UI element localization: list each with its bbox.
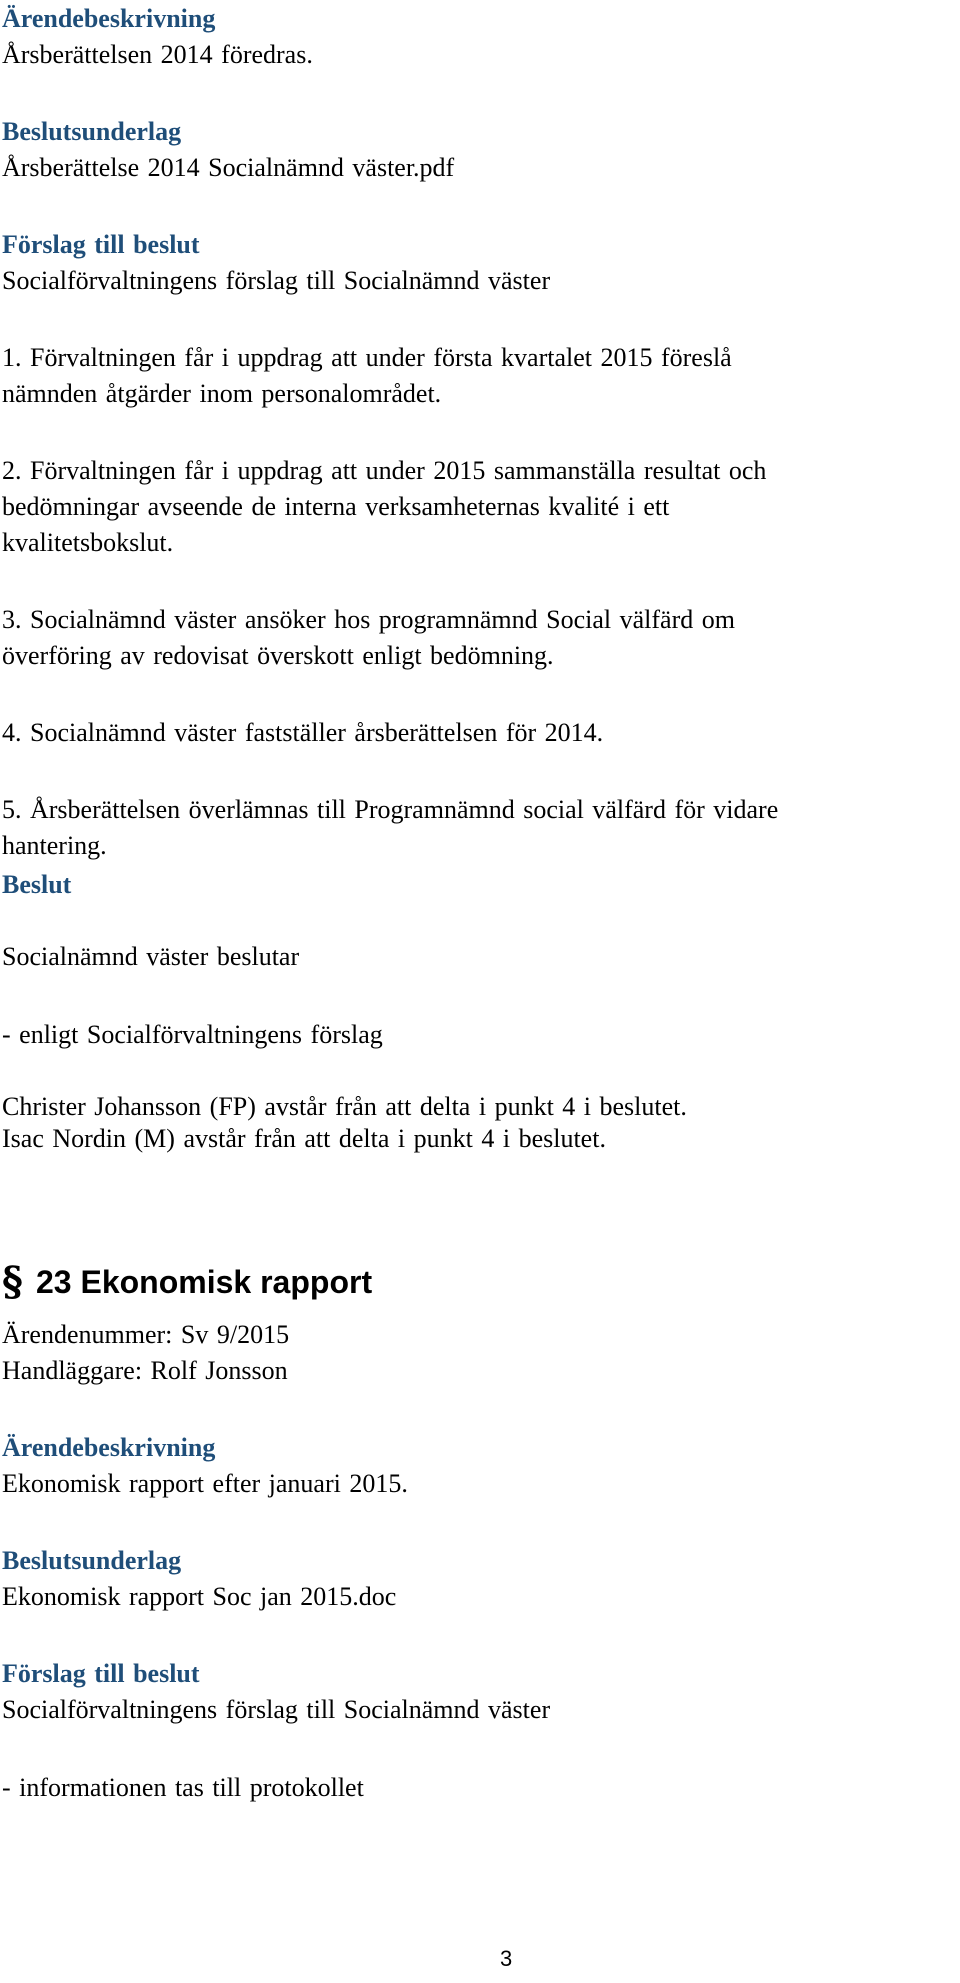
basis-text: Ekonomisk rapport Soc jan 2015.doc — [2, 1582, 397, 1611]
decision-intro: Socialnämnd väster beslutar — [2, 942, 300, 971]
description-text: Årsberättelsen 2014 föredras. — [2, 40, 313, 69]
heading-forslag-till-beslut: Förslag till beslut — [2, 230, 200, 259]
proposal-item: 3. Socialnämnd väster ansöker hos programnämnd Social välfärd om — [2, 605, 735, 634]
proposal-intro: Socialförvaltningens förslag till Socialnämnd väster — [2, 1695, 551, 1724]
description-text: Ekonomisk rapport efter januari 2015. — [2, 1469, 408, 1498]
proposal-item: 2. Förvaltningen får i uppdrag att under 2015 sammanställa resultat och — [2, 456, 767, 485]
case-handler: Handläggare: Rolf Jonsson — [2, 1356, 288, 1385]
case-number: Ärendenummer: Sv 9/2015 — [2, 1320, 290, 1349]
heading-arendebeskrivning: Ärendebeskrivning — [2, 4, 216, 33]
proposal-item: bedömningar avseende de interna verksamheternas kvalité i ett — [2, 492, 670, 521]
proposal-item: 4. Socialnämnd väster fastställer årsberättelsen för 2014. — [2, 718, 604, 747]
proposal-line: - informationen tas till protokollet — [2, 1773, 364, 1802]
heading-forslag-till-beslut: Förslag till beslut — [2, 1659, 200, 1688]
proposal-item: överföring av redovisat överskott enligt bedömning. — [2, 641, 554, 670]
basis-text: Årsberättelse 2014 Socialnämnd väster.pdf — [2, 153, 455, 182]
abstention-line: Isac Nordin (M) avstår från att delta i punkt 4 i beslutet. — [2, 1124, 606, 1153]
section-symbol: § — [2, 1258, 23, 1305]
heading-beslutsunderlag: Beslutsunderlag — [2, 117, 182, 146]
heading-arendebeskrivning: Ärendebeskrivning — [2, 1433, 216, 1462]
decision-line: - enligt Socialförvaltningens förslag — [2, 1020, 383, 1049]
proposal-item: hantering. — [2, 831, 107, 860]
page-number: 3 — [500, 1946, 513, 1971]
abstention-line: Christer Johansson (FP) avstår från att delta i punkt 4 i beslutet. — [2, 1092, 687, 1121]
section-title-text: 23 Ekonomisk rapport — [36, 1264, 373, 1300]
proposal-intro: Socialförvaltningens förslag till Socialnämnd väster — [2, 266, 551, 295]
heading-beslutsunderlag: Beslutsunderlag — [2, 1546, 182, 1575]
proposal-item: kvalitetsbokslut. — [2, 528, 174, 557]
proposal-item: 5. Årsberättelsen överlämnas till Programnämnd social välfärd för vidare — [2, 795, 779, 824]
proposal-item: 1. Förvaltningen får i uppdrag att under första kvartalet 2015 föreslå — [2, 343, 732, 372]
heading-beslut: Beslut — [2, 870, 72, 899]
proposal-item: nämnden åtgärder inom personalområdet. — [2, 379, 442, 408]
section-title — [2, 1260, 372, 1304]
